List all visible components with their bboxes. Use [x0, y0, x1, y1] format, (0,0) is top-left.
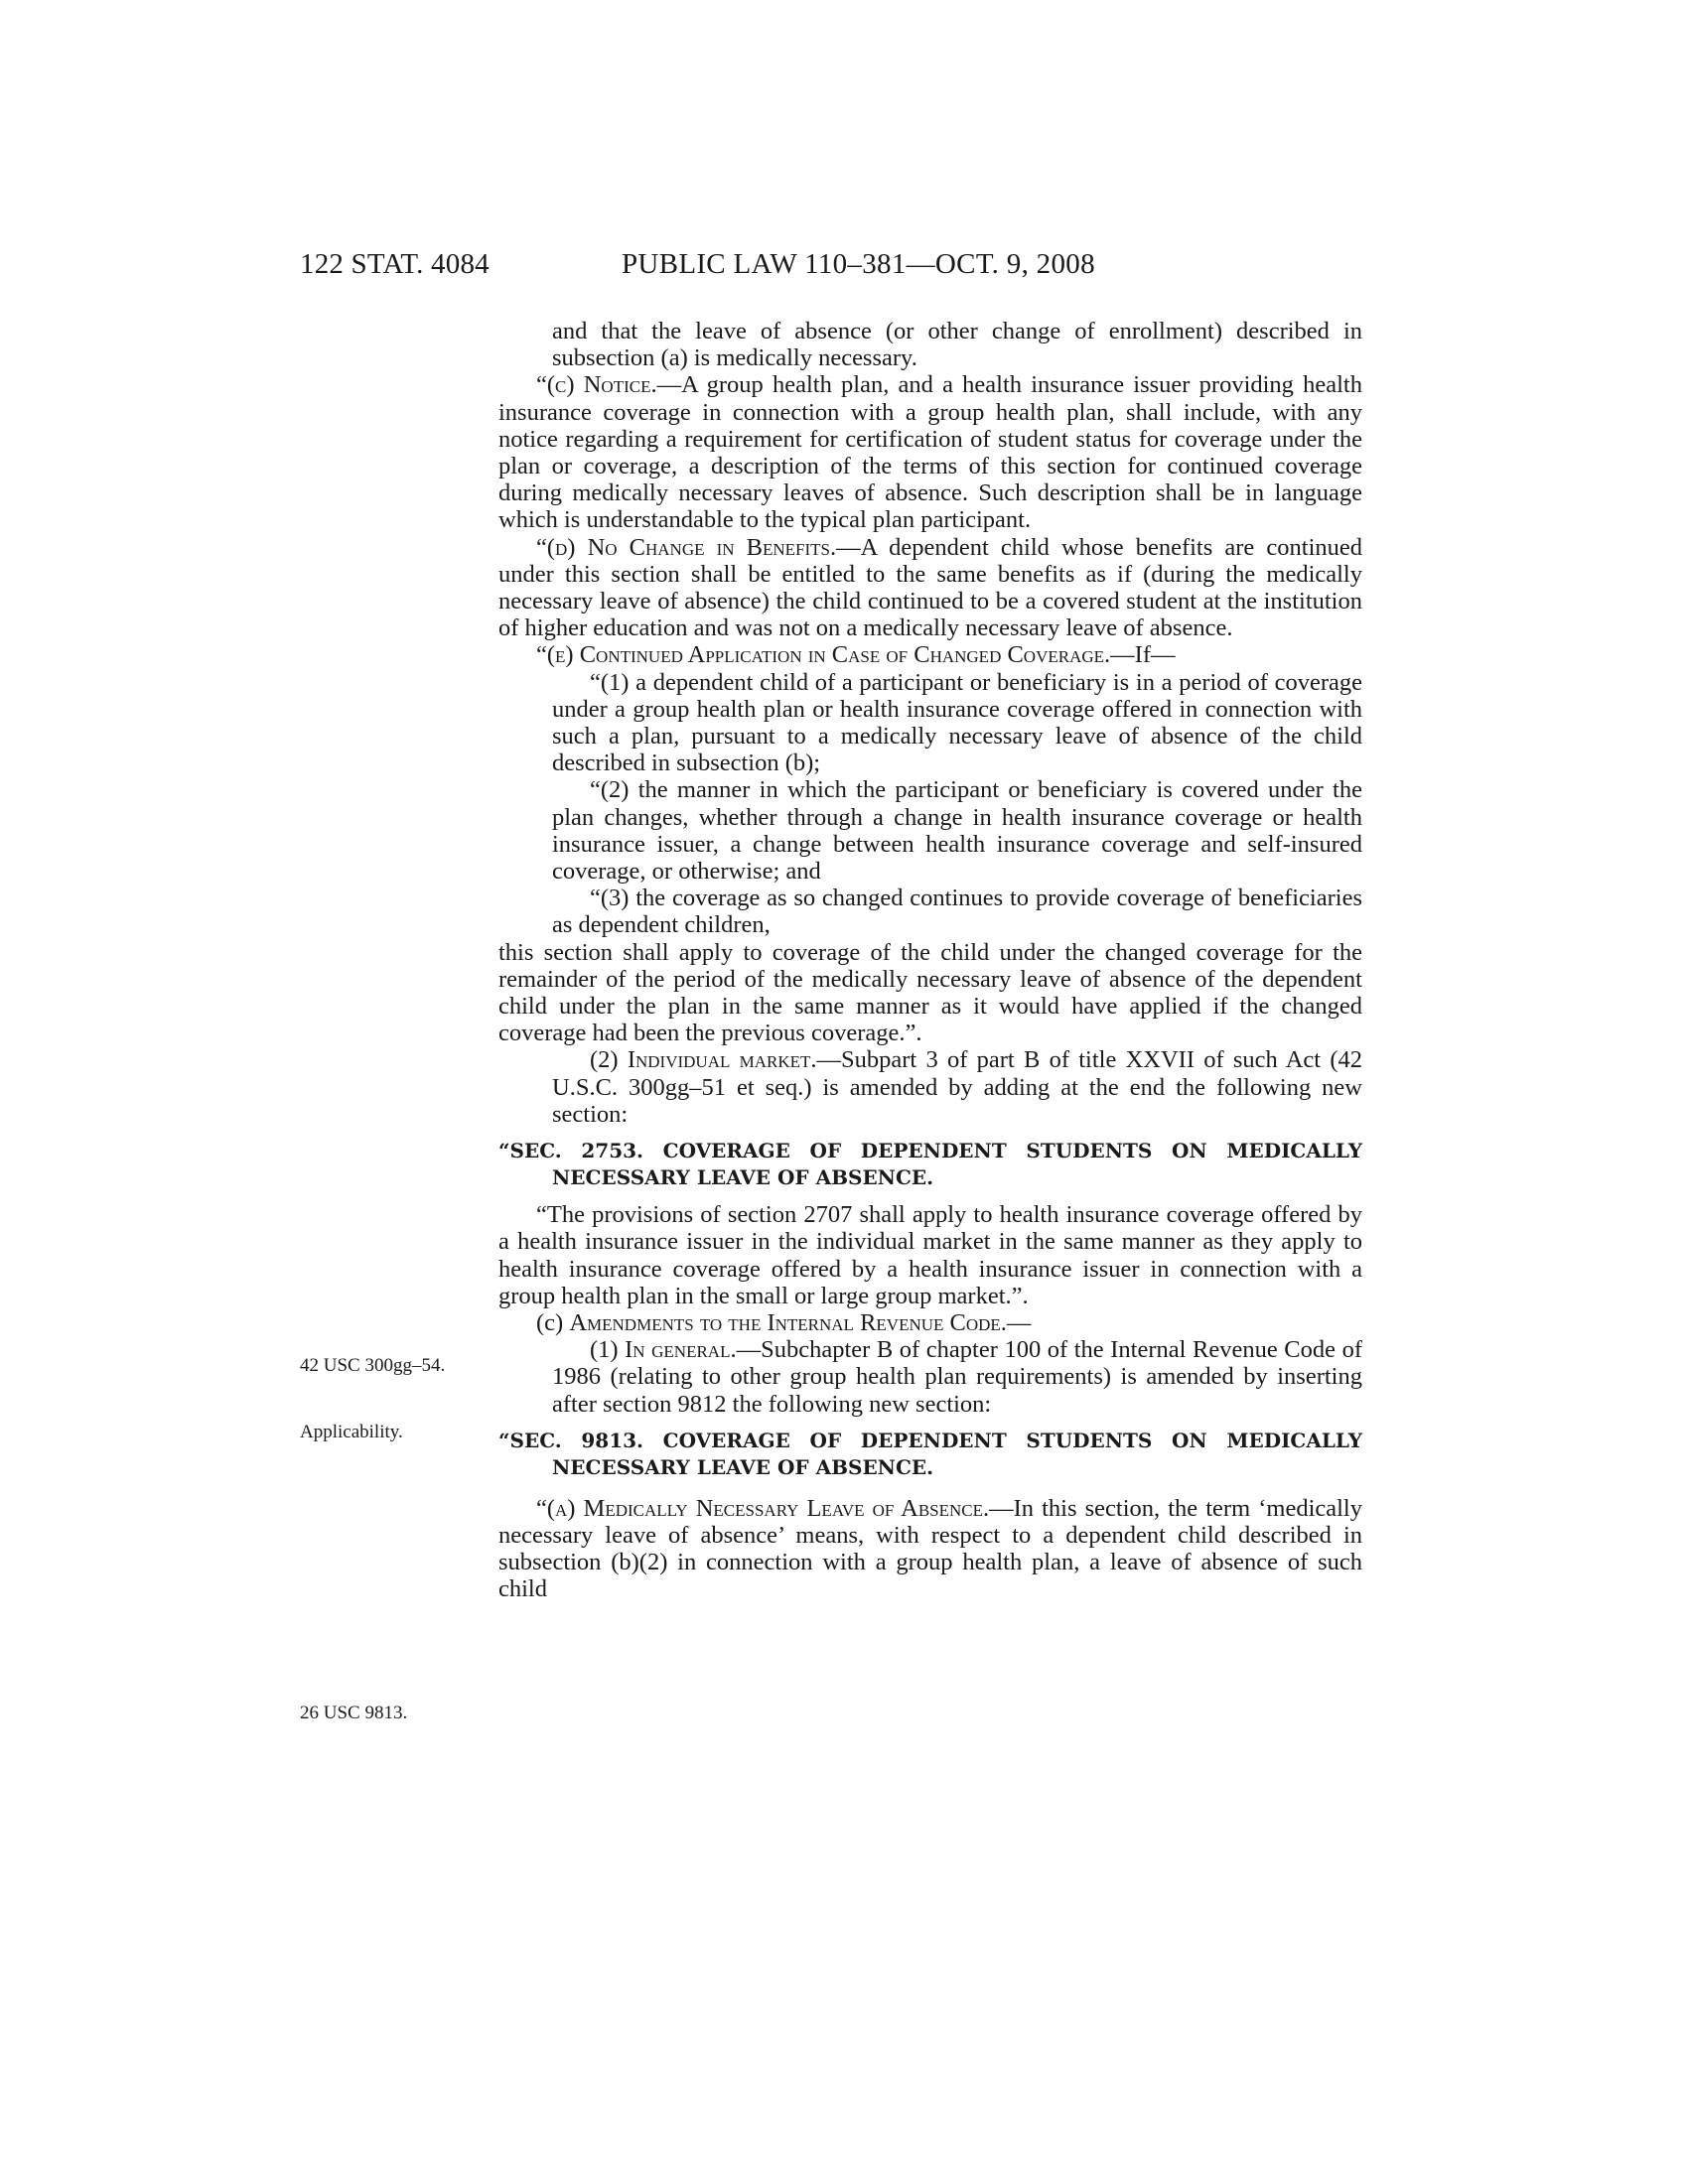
document-body	[498, 318, 1362, 1603]
paragraph-number: (2)	[590, 1046, 628, 1074]
margin-note-applicability: Applicability.	[300, 1422, 403, 1442]
subsection-heading: “(a) Medically Necessary Leave of Absence.—	[536, 1494, 1014, 1522]
page-header	[0, 248, 1688, 288]
paragraph-b-continued: and that the leave of absence (or other change of enrollment) described in subsection (a) is medically necessary.	[552, 318, 1362, 372]
paragraph-provisions-2707: “The provisions of section 2707 shall apply to health insurance coverage offered by a health insurance issuer in the individual market in the same manner as they apply to health insurance coverage offered by a health insurance issuer in connection with a group health plan in the small or large group market.”.	[498, 1201, 1362, 1309]
margin-note-usc-300gg-54: 42 USC 300gg–54.	[300, 1355, 446, 1376]
margin-note-usc-9813: 26 USC 9813.	[300, 1703, 408, 1723]
section-heading-9813: “SEC. 9813. COVERAGE OF DEPENDENT STUDENTS ON MEDICALLY NECESSARY LEAVE OF ABSENCE.	[498, 1428, 1362, 1479]
paragraph-e-continued-application	[498, 641, 1362, 668]
paragraph-e-3: “(3) the coverage as so changed continues to provide coverage of beneficiaries as dependent children,	[552, 885, 1362, 939]
paragraph-text: Subpart 3 of part B of title XXVII of such Act (42 U.S.C. 300gg–51 et seq.) is amended by adding at the end the following new section:	[552, 1046, 1362, 1128]
paragraph-heading: In general.—	[625, 1336, 762, 1364]
paragraph-text: In this section, the term ‘medically necessary leave of absence’ means, with respect to a dependent child described in subsection (b)(2) in connection with a group health plan, a leave of absence of such child	[498, 1494, 1362, 1603]
paragraph-d-no-change-in-benefits	[498, 534, 1362, 642]
paragraph-heading: Amendments to the Internal Revenue Code.—	[569, 1308, 1032, 1336]
subsection-heading: “(c) Notice.—	[536, 371, 682, 399]
paragraph-text: If—	[1134, 641, 1176, 669]
paragraph-flush-text: this section shall apply to coverage of the child under the changed coverage for the remainder of the period of the medically necessary leave of absence of the dependent child under the plan in the same manner as it would have applied if the changed coverage had been the previous coverage.”.	[498, 938, 1362, 1047]
paragraph-number: (1)	[590, 1336, 626, 1364]
paragraph-text: A group health plan, and a health insurance issuer providing health insurance coverage in connection with a group health plan, shall include, with any notice regarding a requirement for certification of student status for coverage under the plan or coverage, a description of the terms of this section for continued coverage during medically necessary leaves of absence. Such description shall be in language which is understandable to the typical plan participant.	[498, 371, 1362, 534]
statute-page-number: 122 STAT. 4084	[300, 248, 490, 280]
public-law-title: PUBLIC LAW 110–381—OCT. 9, 2008	[622, 248, 1095, 280]
paragraph-e-2: “(2) the manner in which the participant or beneficiary is covered under the plan changes, whether through a change in health insurance coverage or health insurance issuer, a change between health insurance coverage and self-insured coverage, or otherwise; and	[552, 776, 1362, 886]
paragraph-text: A dependent child whose benefits are continued under this section shall be entitled to the same benefits as if (during the medically necessary leave of absence) the child continued to be a covered student at the institution of higher education and was not on a medically necessary leave of absence.	[498, 533, 1363, 642]
paragraph-text: Subchapter B of chapter 100 of the Internal Revenue Code of 1986 (relating to other group health plan requirements) is amended by inserting after section 9812 the following new section:	[552, 1336, 1362, 1418]
paragraph-number: (c)	[536, 1308, 570, 1336]
subsection-heading: “(e) Continued Application in Case of Changed Coverage.—	[536, 641, 1135, 669]
paragraph-individual-market	[498, 1046, 1362, 1128]
paragraph-heading: Individual market.—	[627, 1046, 842, 1074]
subsection-heading: “(d) No Change in Benefits.—	[536, 533, 861, 561]
paragraph-c-1-in-general	[498, 1336, 1362, 1418]
paragraph-e-1: “(1) a dependent child of a participant or beneficiary is in a period of coverage under a group health plan or health insurance coverage offered in connection with such a plan, pursuant to a medically necessary leave of absence of the child described in subsection (b);	[552, 668, 1362, 777]
paragraph-c-amendments	[498, 1309, 1362, 1336]
paragraph-c-notice	[498, 371, 1362, 533]
paragraph-a-medically-necessary	[498, 1495, 1362, 1603]
section-heading-2753: “SEC. 2753. COVERAGE OF DEPENDENT STUDENTS ON MEDICALLY NECESSARY LEAVE OF ABSENCE.	[498, 1139, 1362, 1190]
